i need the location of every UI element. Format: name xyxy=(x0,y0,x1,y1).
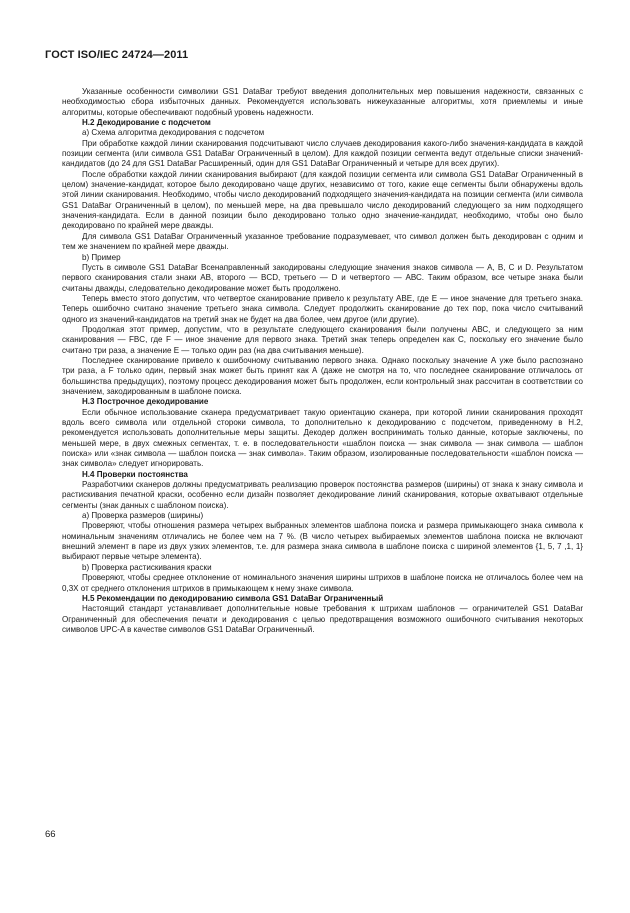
paragraph: Разработчики сканеров должны предусматривать реализацию проверок постоянства размеров (ширины) от знака к знаку символа и растискивания печатной краски, особенно если дизайн позволяет декодирование линий сканирования, которые охватывают отдельные сегменты (знак данных с шаблоном поиска). xyxy=(62,480,583,510)
paragraph: а) Проверка размеров (ширины) xyxy=(82,511,204,521)
paragraph: Продолжая этот пример, допустим, что в результате следующего сканирования были получены АВС, и следующего за ним сканирования — FBC, где F — иное значение для первого знака. Третий знак теперь определен как С, поскольку его значение было считано три раза, а значение Е — только один раз (на два считывания меньше). xyxy=(62,324,583,355)
paragraph: Последнее сканирование привело к ошибочному считыванию первого знака. Однако поскольку значение А уже было распознано три раза, а F только один, первый знак может быть принят как А (даже не смотря на то, что последнее сканирование отличалось от большинства предыдущих), поэтому процесс декодирования может быть продолжен, если контрольный знак рассчитан в соответствии со значением, закодированным в шаблоне поиска. xyxy=(62,355,583,396)
paragraph: После обработки каждой линии сканирования выбирают (для каждой позиции сегмента или символа GS1 DataBar Ограниченный в целом) значение-кандидат, которое было декодировано чаще других, независимо от того, какие еще сегменты были обнаружены вдоль этой линии сканирования. Необходимо, чтобы число декодирований подходящего значения-кандидата на позиции сегмента (или символа GS1 DataBar Ограниченный в целом), по меньшей мере, на два превышало число декодирований следующего за ним подходящего значения-кандидата. Если в данной позиции было декодировано только одно значение-кандидат, необходимо, чтобы оно было декодировано по крайней мере дважды. xyxy=(62,169,583,231)
paragraph: При обработке каждой линии сканирования подсчитывают число случаев декодирования какого-либо значения-кандидата в каждой позиции сегмента (или символа GS1 DataBar Ограниченный в целом). Для каждой позиции сегмента ведут отдельные списки значений-кандидатов (до 24 для GS1 DataBar Расширенный, один для GS1 DataBar Ограниченный и четыре для всех других). xyxy=(62,138,583,169)
document-header: ГОСТ ISO/IEC 24724—2011 xyxy=(45,49,189,61)
paragraph: b) Проверка растискивания краски xyxy=(82,562,212,572)
paragraph: Проверяют, чтобы среднее отклонение от номинального значения ширины штрихов в шаблоне поиска не отличалось более чем на 0,3X от среднего отклонения штрихов в примыкающем к нему знаке символа. xyxy=(62,573,583,593)
paragraph: Указанные особенности символики GS1 DataBar требуют введения дополнительных мер повышения надежности, связанных с необходимостью сбора избыточных данных. Рекомендуется использовать нижеуказанные алгоритмы, хотя приемлемы и иные алгоритмы, которые обеспечивают подобный уровень надежности. xyxy=(62,87,583,117)
document-body xyxy=(62,87,583,635)
paragraph: Для символа GS1 DataBar Ограниченный указанное требование подразумевает, что символ должен быть декодирован с одним и тем же значением по крайней мере дважды. xyxy=(62,231,583,252)
paragraph: Если обычное использование сканера предусматривает такую ориентацию сканера, при которой линии сканирования проходят вдоль всего символа или отдельной стороки символа, то дополнительно к декодированию с подсчетом, приведенному в Н.2, рекомендуется использовать дополнительные меры защиты. Декодер должен воспринимать только данные, которые заключены, по меньшей мере, в двух смежных сегментах, т. е. в последовательности «шаблон поиска — знак символа — знак символа — шаблон поиска» или «знак символа — шаблон поиска — знак символа». Таким образом, изолированные последовательности «шаблон поиска — знак символа» следует игнорировать. xyxy=(62,407,583,469)
section-heading: Н.3 Построчное декодирование xyxy=(82,397,209,407)
section-heading: Н.5 Рекомендации по декодированию символа GS1 DataBar Ограниченный xyxy=(82,593,384,603)
paragraph: Настоящий стандарт устанавливает дополнительные новые требования к штрихам шаблонов — ограничителей GS1 DataBar Ограниченный для обеспечения печати и декодирования с целью предотвращения возможного ошибочного считывания некоторых символов UPC-A в качестве символов GS1 DataBar Ограниченный. xyxy=(62,604,583,634)
paragraph: а) Схема алгоритма декодирования с подсчетом xyxy=(82,128,265,138)
section-heading: Н.4 Проверки постоянства xyxy=(82,469,188,479)
paragraph: Теперь вместо этого допустим, что четвертое сканирование привело к результату АВЕ, где Е — иное значение для третьего знака. Теперь ошибочно считано значение третьего знака символа. Следует продолжить сканирование до тех пор, пока число считываний одного из значений-кандидатов на третий знак не будет на два более, чем другое (или другие). xyxy=(62,293,583,324)
paragraph: b) Пример xyxy=(82,252,121,262)
page-number: 66 xyxy=(45,829,56,840)
paragraph: Проверяют, чтобы отношения размера четырех выбранных элементов шаблона поиска и размера примыкающего знака символа к номинальным значениям отличались не более чем на 7 %. (В число четырех выбираемых элементов шаблона поиска не включают внешний элемент в паре из двух узких элементов, т.е. для размера знака символа в шаблоне поиска с шириной элементов {1, 5, 7 ,1, 1} выбирают первые четыре элемента). xyxy=(62,521,583,562)
section-heading: Н.2 Декодирование с подсчетом xyxy=(82,118,211,128)
paragraph: Пусть в символе GS1 DataBar Всенаправленный закодированы следующие значения знаков символа — А, В, С и D. Результатом первого сканирования стали знаки АВ, второго — ВCD, третьего — D и четвертого — АВС. Таким образом, все четыре знака были считаны дважды, следовательно декодирование может быть продолжено. xyxy=(62,262,583,293)
